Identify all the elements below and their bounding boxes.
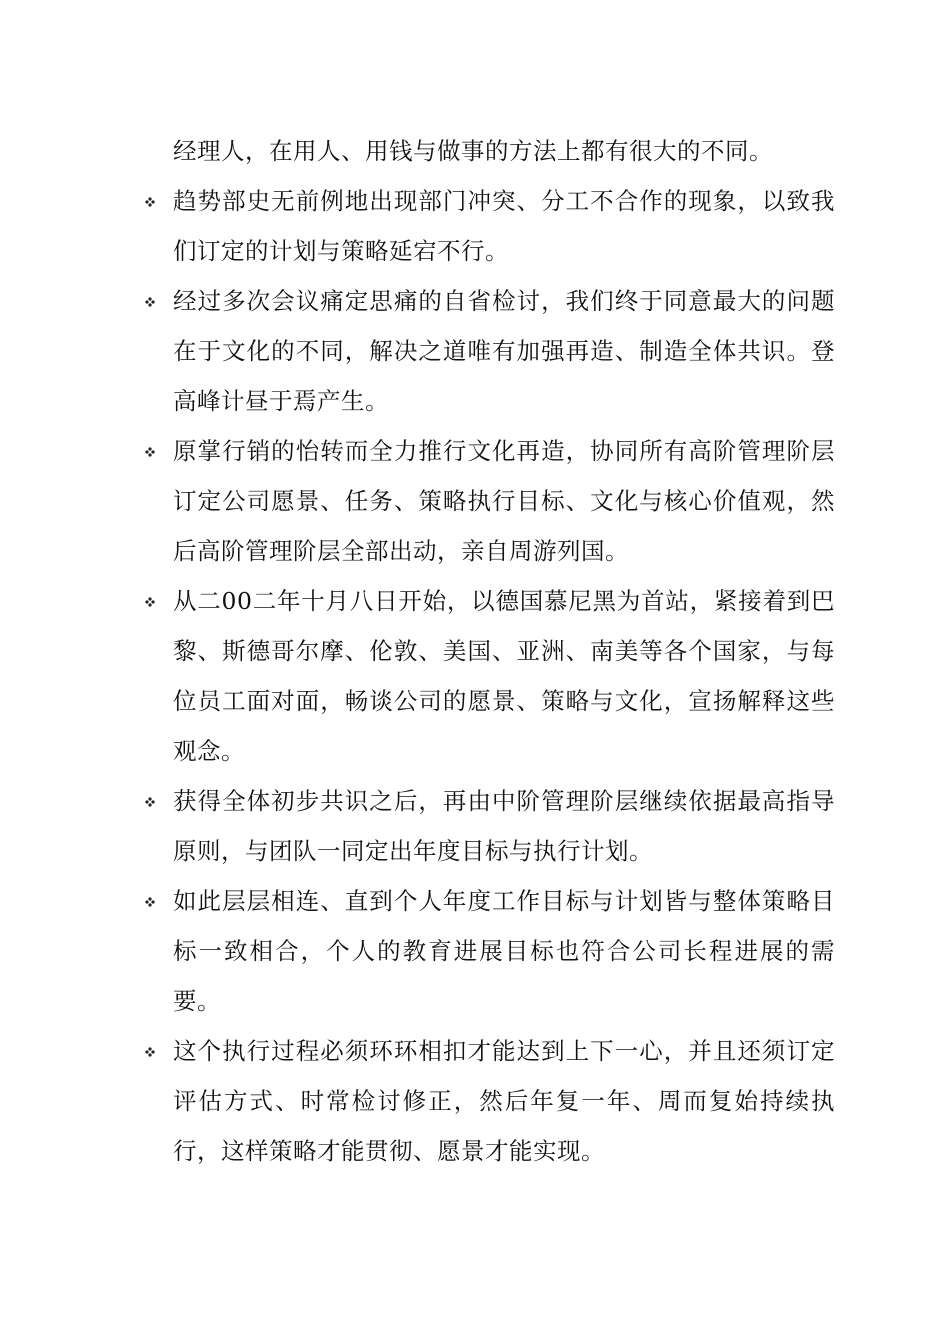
bullet-item-text: 获得全体初步共识之后，再由中阶管理阶层继续依据最高指导原则，与团队一同定出年度目标与执行计划。 bbox=[173, 787, 835, 865]
bullet-item-text: 趋势部史无前例地出现部门冲突、分工不合作的现象，以致我们订定的计划与策略延宕不行。 bbox=[173, 187, 835, 265]
diamond-bullet-icon bbox=[145, 447, 155, 457]
diamond-bullet-icon bbox=[145, 897, 155, 907]
document-body bbox=[173, 126, 835, 1176]
bullet-item-text: 如此层层相连、直到个人年度工作目标与计划皆与整体策略目标一致相合，个人的教育进展目标也符合公司长程进展的需要。 bbox=[173, 887, 835, 1015]
diamond-bullet-icon bbox=[145, 797, 155, 807]
bullet-item-6 bbox=[173, 876, 835, 1026]
diamond-bullet-icon bbox=[145, 1047, 155, 1057]
diamond-bullet-icon bbox=[145, 597, 155, 607]
bullet-item-7 bbox=[173, 1026, 835, 1176]
bullet-item-text: 原掌行销的怡转而全力推行文化再造，协同所有高阶管理阶层订定公司愿景、任务、策略执行目标、文化与核心价值观，然后高阶管理阶层全部出动，亲自周游列国。 bbox=[173, 437, 835, 565]
bullet-item-1 bbox=[173, 176, 835, 276]
bullet-item-5 bbox=[173, 776, 835, 876]
diamond-bullet-icon bbox=[145, 197, 155, 207]
bullet-item-text: 这个执行过程必须环环相扣才能达到上下一心，并且还须订定评估方式、时常检讨修正，然后年复一年、周而复始持续执行，这样策略才能贯彻、愿景才能实现。 bbox=[173, 1037, 835, 1165]
diamond-bullet-icon bbox=[145, 297, 155, 307]
bullet-item-3 bbox=[173, 426, 835, 576]
bullet-item-text: 经过多次会议痛定思痛的自省检讨，我们终于同意最大的问题在于文化的不同，解决之道唯有加强再造、制造全体共识。登高峰计昼于焉产生。 bbox=[173, 287, 835, 415]
bullet-item-text: 从二00二年十月八日开始，以德国慕尼黑为首站，紧接着到巴黎、斯德哥尔摩、伦敦、美国、亚洲、南美等各个国家，与每位员工面对面，畅谈公司的愿景、策略与文化，宣扬解释这些观念。 bbox=[173, 587, 835, 765]
bullet-item-4 bbox=[173, 576, 835, 776]
bullet-item-2 bbox=[173, 276, 835, 426]
continuation-paragraph: 经理人，在用人、用钱与做事的方法上都有很大的不同。 bbox=[173, 137, 773, 165]
